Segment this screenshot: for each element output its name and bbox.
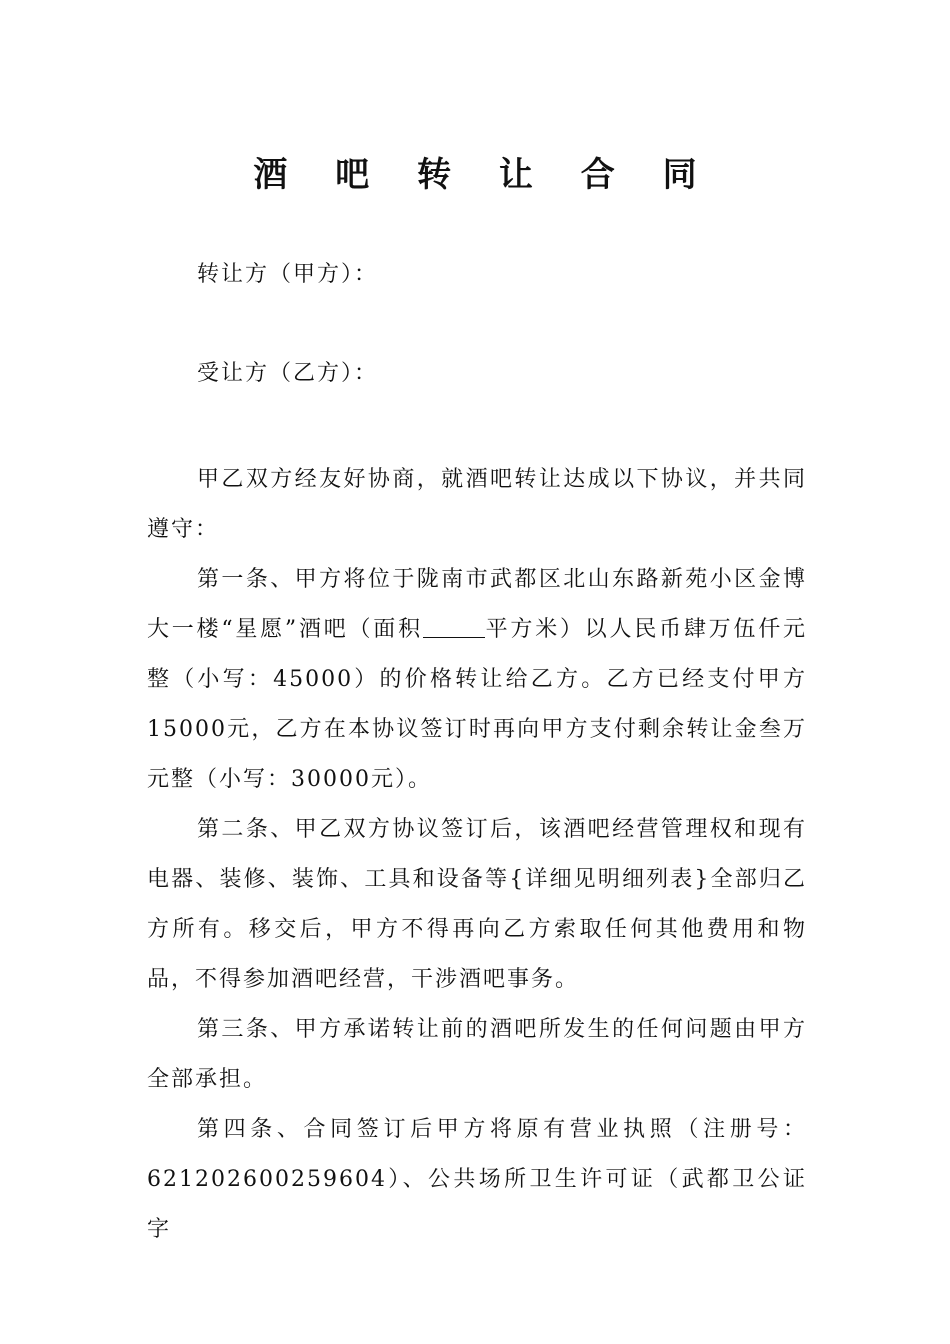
article-4: 第四条、合同签订后甲方将原有营业执照（注册号：621202600259604）、公共场所卫生许可证（武都卫公证字 bbox=[147, 1117, 807, 1242]
document-title: 酒 吧 转 让 合 同 bbox=[253, 155, 715, 195]
article-1-part-2: 平方米）以人民币肆万伍仟元整（小写：45000）的价格转让给乙方。乙方已经支付甲方15000元，乙方在本协议签订时再向甲方支付剩余转让金叁万元整（小写：30000元）。 bbox=[147, 617, 807, 792]
article-3: 第三条、甲方承诺转让前的酒吧所发生的任何问题由甲方全部承担。 bbox=[147, 1017, 807, 1092]
article-1-part-1: 第一条、甲方将位于陇南市武都区北山东路新苑小区金博大一楼“星愿”酒吧（面积 bbox=[147, 567, 807, 642]
area-blank-field bbox=[423, 615, 485, 638]
article-2: 第二条、甲乙双方协议签订后，该酒吧经营管理权和现有电器、装修、装饰、工具和设备等{详细见明细列表}全部归乙方所有。移交后，甲方不得再向乙方索取任何其他费用和物品，不得参加酒吧经营，干涉酒吧事务。 bbox=[147, 817, 807, 992]
transferee-line: 受让方（乙方）： bbox=[197, 361, 379, 386]
transferor-line: 转让方（甲方）： bbox=[197, 262, 379, 287]
article-1 bbox=[147, 555, 807, 805]
contract-body bbox=[147, 455, 807, 1255]
intro-paragraph: 甲乙双方经友好协商，就酒吧转让达成以下协议，并共同遵守： bbox=[147, 467, 807, 542]
